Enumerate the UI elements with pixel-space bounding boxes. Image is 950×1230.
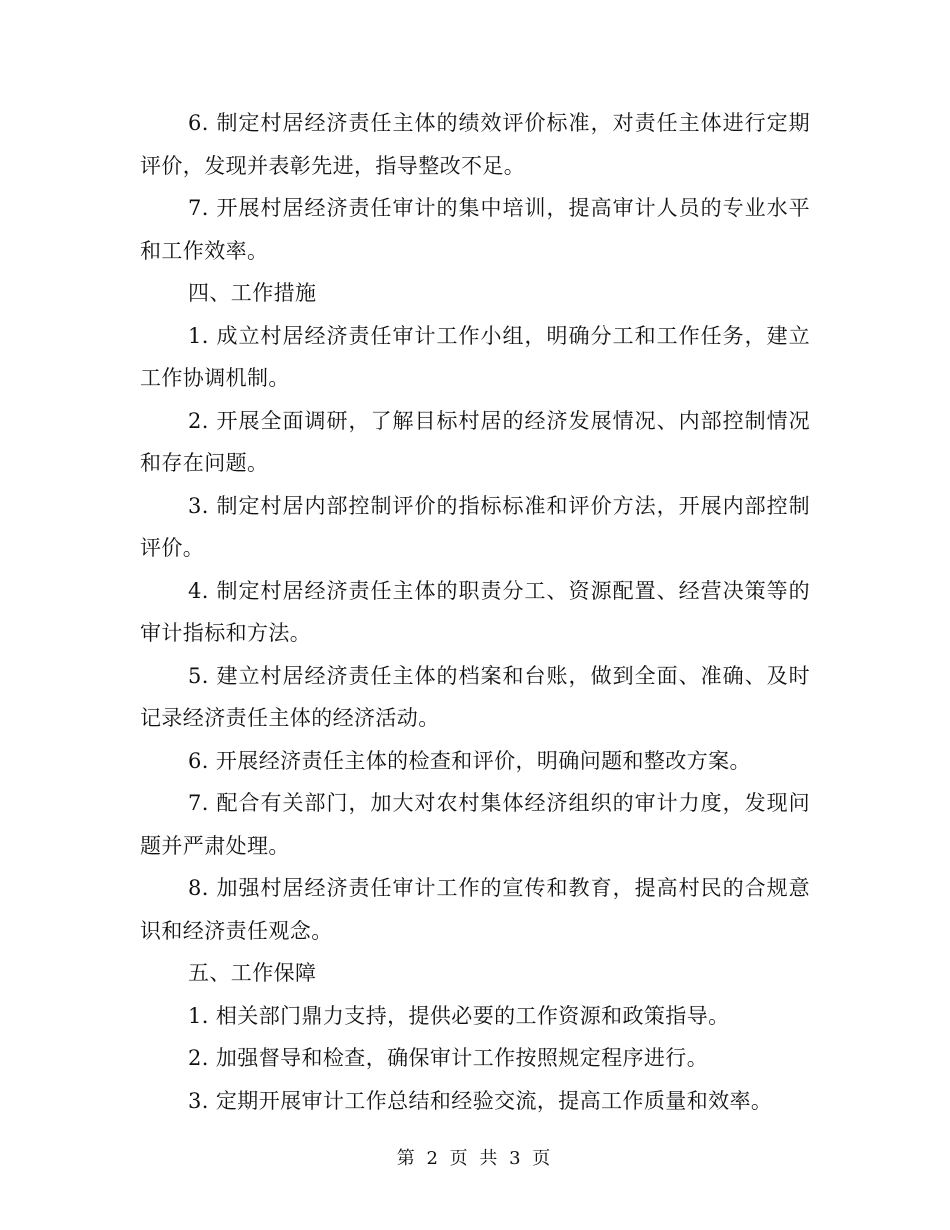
paragraph: 6. 制定村居经济责任主体的绩效评价标准，对责任主体进行定期评价，发现并表彰先进，指导整改不足。: [140, 111, 810, 178]
paragraph: 7. 配合有关部门，加大对农村集体经济组织的审计力度，发现问题并严肃处理。: [140, 791, 810, 858]
paragraph: 1. 相关部门鼎力支持，提供必要的工作资源和政策指导。: [188, 1003, 730, 1028]
section-heading: 五、工作保障: [188, 961, 317, 985]
paragraph: 8. 加强村居经济责任审计工作的宣传和教育，提高村民的合规意识和经济责任观念。: [140, 876, 810, 943]
paragraph: 1. 成立村居经济责任审计工作小组，明确分工和工作任务，建立工作协调机制。: [140, 323, 810, 390]
paragraph: 3. 定期开展审计工作总结和经验交流，提高工作质量和效率。: [188, 1088, 773, 1113]
document-body: [140, 102, 810, 1122]
page-number-footer: 第 2 页 共 3 页: [396, 1148, 554, 1169]
paragraph: 2. 开展全面调研，了解目标村居的经济发展情况、内部控制情况和存在问题。: [140, 408, 810, 475]
paragraph: 6. 开展经济责任主体的检查和评价，明确问题和整改方案。: [188, 748, 751, 773]
paragraph: 2. 加强督导和检查，确保审计工作按照规定程序进行。: [188, 1046, 709, 1070]
paragraph: 7. 开展村居经济责任审计的集中培训，提高审计人员的专业水平和工作效率。: [140, 196, 810, 263]
paragraph: 4. 制定村居经济责任主体的职责分工、资源配置、经营决策等的审计指标和方法。: [140, 578, 810, 645]
section-heading: 四、工作措施: [188, 281, 317, 305]
paragraph: 3. 制定村居内部控制评价的指标标准和评价方法，开展内部控制评价。: [140, 493, 810, 560]
paragraph: 5. 建立村居经济责任主体的档案和台账，做到全面、准确、及时记录经济责任主体的经济活动。: [140, 663, 810, 730]
